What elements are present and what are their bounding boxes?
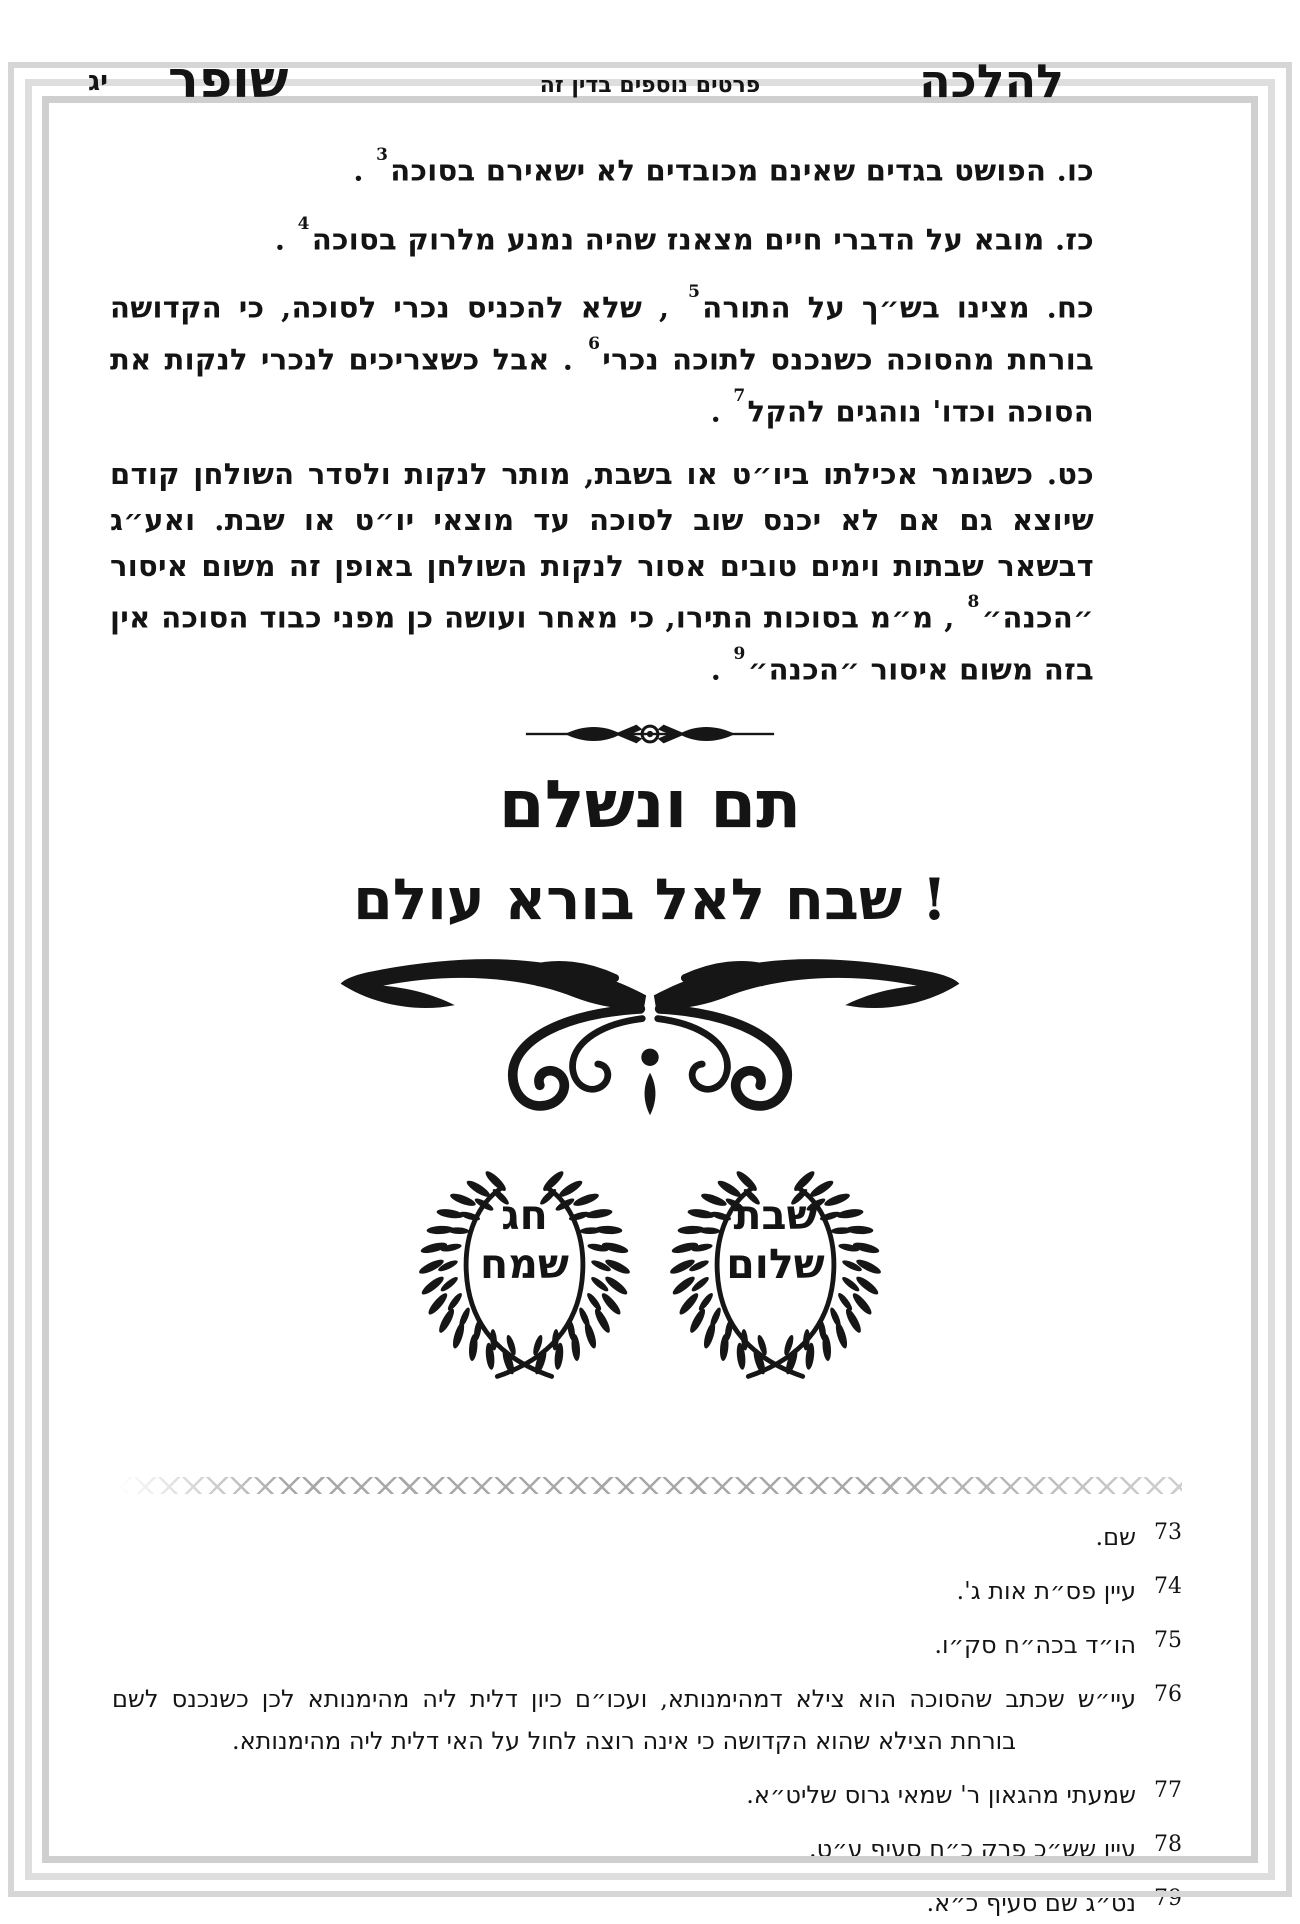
footnote-75 [112,1624,1188,1666]
footnote-ref[interactable]: 9 [733,643,746,664]
flourish-ornament [0,949,1300,1127]
paragraph-text: כח. מצינו בש״ך על התורה [702,290,1094,325]
paragraph-27 [110,211,1094,263]
footnote-number: 77 [1154,1777,1182,1803]
paragraph-text: . [274,222,296,257]
footnote-77 [112,1774,1188,1816]
wreath-line: שבת [733,1190,818,1239]
footnote-ref[interactable]: 5 [688,282,701,303]
page-header [0,50,1300,126]
footnote-ref[interactable]: 8 [967,592,980,613]
paragraph-26 [110,142,1094,194]
holiday-wreath [417,1161,632,1389]
section-divider [0,717,1300,755]
paragraph-text: כו. הפושט בגדים שאינם מכובדים לא ישאירם בסוכה [390,153,1094,188]
colophon-subtitle: שבח לאל בורא עולם ! [353,865,947,933]
paragraph-28 [110,279,1094,434]
paragraph-29 [110,451,1094,692]
paragraph-text: כז. מובא על הדברי חיים מצאנז שהיה נמנע מלרוק בסוכה [311,222,1094,257]
footnote-number: 73 [1154,1519,1182,1545]
footnote-text: עיי״ש שכתב שהסוכה הוא צילא דמהימנותא, ועכו״ם כיון דלית ליה מהימנותא לכן כשנכנס לשם בורחת הצילא שהוא הקדושה כי אינה רוצה לחול על האי דלית ליה מהימנותא. [112,1684,1136,1755]
footnote-76 [112,1678,1188,1762]
arrow-line-divider-icon [522,717,778,751]
footnote-78 [112,1828,1188,1870]
footnote-74 [112,1570,1188,1612]
paragraph-text: . [353,153,375,188]
wreath-line: חג [501,1190,548,1239]
floral-flourish-icon [340,949,960,1123]
footnotes-section [112,1516,1188,1924]
footnote-ref[interactable]: 7 [733,385,746,406]
main-text-block [110,142,1094,693]
diamond-chain-divider-icon [118,1477,1182,1494]
footnote-text: עיין פס״ת אות ג'. [956,1576,1136,1605]
footnote-number: 75 [1154,1627,1182,1653]
header-left-title: שופר [168,50,289,110]
wreath-line: שמח [480,1239,569,1288]
footnote-73 [112,1516,1188,1558]
page-number: יג [88,66,109,97]
footnote-number: 79 [1154,1885,1182,1911]
footnote-text: עיין שש״כ פרק כ״ח סעיף ע״ט. [808,1834,1136,1863]
paragraph-text: , שלא להכניס נכרי לסוכה, כי הקדושה בורחת מהסוכה כשנכנס לתוכה נכרי [110,290,1094,377]
footnote-ref[interactable]: 3 [376,145,389,165]
wreath-text [417,1191,632,1289]
shabbat-wreath [668,1161,883,1389]
wreath-line: שלום [726,1239,825,1288]
footnote-text: נט״ג שם סעיף כ״א. [926,1888,1136,1917]
footnote-ref[interactable]: 4 [297,213,310,234]
footnote-number: 76 [1154,1681,1182,1707]
header-right-title: להלכה [919,54,1064,108]
footnote-number: 74 [1154,1573,1182,1599]
footnote-text: שם. [1095,1522,1136,1551]
colophon-title: תם ונשלם [498,764,802,843]
header-center-subtitle: פרטים נוספים בדין זה [539,72,761,98]
footnote-number: 78 [1154,1831,1182,1857]
footnote-text: שמעתי מהגאון ר' שמאי גרוס שליט״א. [746,1780,1136,1809]
footnote-ref[interactable]: 6 [588,333,601,354]
paragraph-text: . [710,652,732,687]
footnote-79 [112,1882,1188,1924]
paragraph-text: , מ״מ בסוכות התירו, כי מאחר ועושה כן מפני כבוד הסוכה אין בזה משום איסור ״הכנה״ [110,600,1094,687]
book-page [0,50,1300,1917]
wreath-text [668,1191,883,1289]
paragraph-text: . [710,394,732,429]
wreath-row [0,1161,1300,1389]
paragraph-text: כט. כשגומר אכילתו ביו״ט או בשבת, מותר לנקות ולסדר השולחן קודם שיוצא גם אם לא יכנס שוב לסוכה עד מוצאי יו״ט או שבת. ואע״ג דבשאר שבתות וימים טובים אסור לנקות השולחן באופן זה משום איסור ״הכנה״ [110,457,1094,635]
paragraph-text: . אבל כשצריכים לנכרי לנקות את הסוכה וכדו' נוהגים להקל [110,342,1094,429]
footnote-text: הו״ד בכה״ח סק״ו. [934,1630,1136,1659]
